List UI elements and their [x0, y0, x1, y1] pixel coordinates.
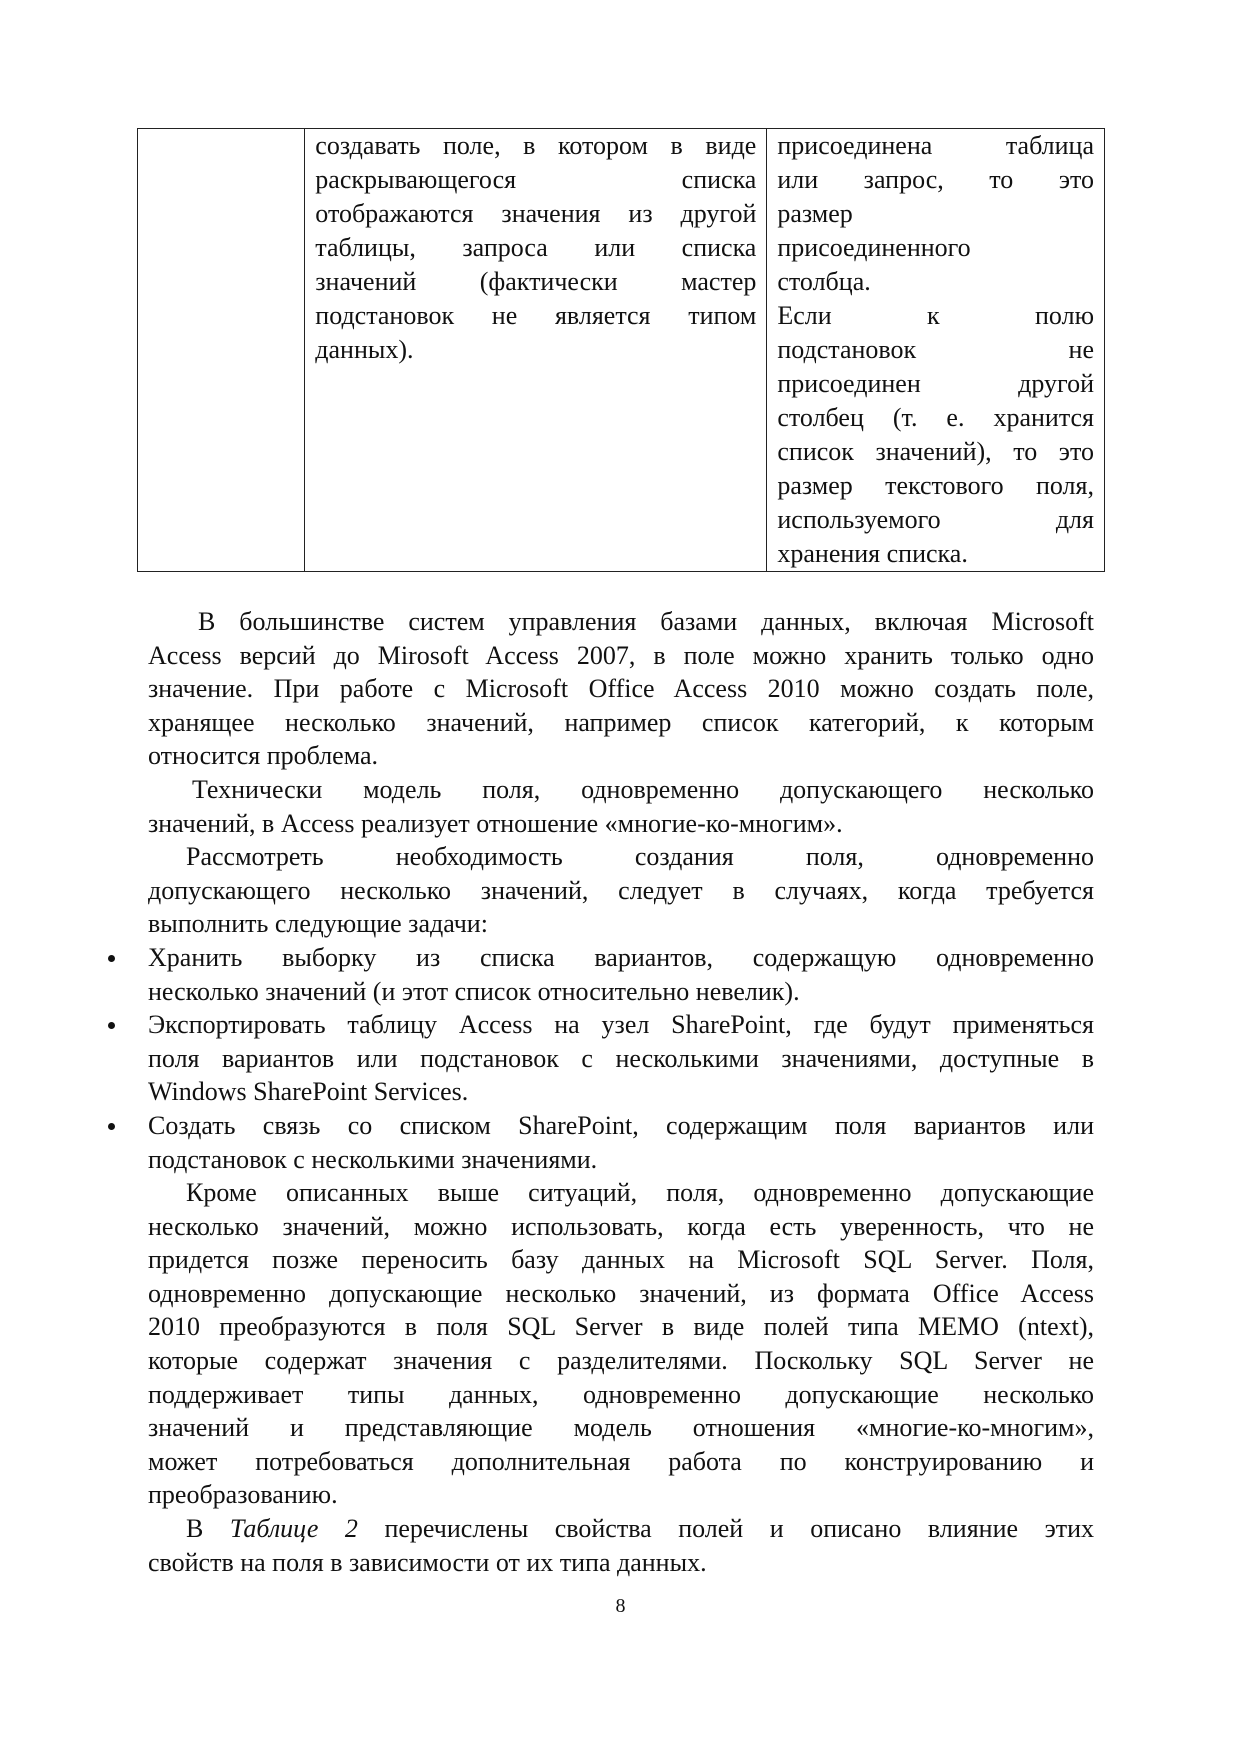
cell-line: присоединенного — [777, 233, 971, 262]
text-line: Кроме описанных выше ситуаций, поля, одновременно допускающие — [186, 1178, 1094, 1208]
cell-line: Если к полю — [777, 301, 1094, 330]
cell-line: столбец (т. е. хранится — [777, 403, 1094, 432]
cell-line: столбца. — [777, 267, 871, 296]
page-number: 8 — [615, 1595, 626, 1617]
bullet-icon — [108, 1022, 115, 1029]
text-fragment: В — [186, 1514, 230, 1544]
text-line: несколько значений (и этот список относительно невелик). — [148, 976, 800, 1006]
bullet-icon — [108, 1123, 115, 1130]
cell-line: раскрывающегося списка — [315, 165, 757, 194]
cell-line: данных). — [315, 335, 414, 364]
list-item — [148, 941, 1094, 1008]
cell-line: список значений), то это — [777, 437, 1094, 466]
text-line: Рассмотреть необходимость создания поля, одновременно — [186, 842, 1094, 872]
text-line — [148, 1512, 1094, 1546]
paragraph-multivalue-intro — [148, 605, 1094, 773]
cell-line: присоединен другой — [777, 369, 1094, 398]
text-line: В большинстве систем управления базами данных, включая Microsoft — [198, 607, 1094, 636]
text-line: значение. При работе с Microsoft Office Access 2010 можно создать поле, — [148, 674, 1094, 704]
text-line: 2010 преобразуются в поля SQL Server в виде полей типа MEMO (ntext), — [148, 1312, 1094, 1342]
text-fragment: перечислены свойства полей и описано влияние этих — [357, 1514, 1095, 1544]
cell-line: создавать поле, в котором в виде — [315, 131, 757, 160]
text-line: хранящее несколько значений, например список категорий, к которым — [148, 707, 1094, 737]
table-cell-type — [138, 129, 305, 572]
text-line: значений, в Access реализует отношение «многие-ко-многим». — [148, 808, 843, 838]
text-line: Экспортировать таблицу Access на узел SharePoint, где будут применяться — [148, 1010, 1094, 1040]
text-line: несколько значений, можно использовать, когда есть уверенность, что не — [148, 1211, 1094, 1241]
text-line: Технически модель поля, одновременно допускающего несколько — [192, 774, 1094, 804]
text-line: может потребоваться дополнительная работа по конструированию и — [148, 1446, 1094, 1476]
text-line: поля вариантов или подстановок с несколькими значениями, доступные в — [148, 1043, 1094, 1073]
paragraph-many-to-many — [148, 773, 1094, 840]
text-line: свойств на поля в зависимости от их типа данных. — [148, 1547, 707, 1577]
cell-line: используемого для — [777, 505, 1094, 534]
cell-line: подстановок не — [777, 335, 1094, 364]
cell-line: значений (фактически мастер — [315, 267, 757, 296]
text-line: преобразованию. — [148, 1480, 338, 1510]
text-line: относится проблема. — [148, 741, 379, 771]
field-types-table-fragment — [137, 128, 1105, 572]
list-item — [148, 1109, 1094, 1176]
text-line: Хранить выборку из списка вариантов, содержащую одновременно — [148, 942, 1094, 972]
paragraph-sql-server — [148, 1176, 1094, 1512]
text-line: Access версий до Mirosoft Access 2007, в поле можно хранить только одно — [148, 640, 1094, 670]
bullet-icon — [108, 955, 115, 962]
cell-line: размер текстового поля, — [777, 471, 1094, 500]
list-item — [148, 1008, 1094, 1109]
cell-line: присоединена таблица — [777, 131, 1094, 160]
text-line: Создать связь со списком SharePoint, содержащим поля вариантов или — [148, 1110, 1094, 1140]
cell-line: подстановок не является типом — [315, 301, 757, 330]
cell-line: хранения списка. — [777, 539, 968, 568]
task-bullet-list — [148, 941, 1094, 1176]
table-cell-size — [767, 129, 1105, 572]
text-line: подстановок с несколькими значениями. — [148, 1144, 598, 1174]
text-line: поддерживает типы данных, одновременно допускающие несколько — [148, 1379, 1094, 1409]
table-2-reference: Таблице 2 — [229, 1514, 358, 1544]
table-cell-description — [305, 129, 767, 572]
table-row — [138, 129, 1105, 572]
cell-line: отображаются значения из другой — [315, 199, 757, 228]
cell-line: или запрос, то это — [777, 165, 1094, 194]
text-line: допускающего несколько значений, следует в случаях, когда требуется — [148, 875, 1094, 905]
text-line: придется позже переносить базу данных на Microsoft SQL Server. Поля, — [148, 1245, 1094, 1275]
paragraph-when-to-use — [148, 840, 1094, 941]
cell-line: размер — [777, 199, 853, 228]
text-line: Windows SharePoint Services. — [148, 1077, 469, 1107]
body-text — [148, 605, 1094, 1579]
text-line: одновременно допускающие несколько значений, из формата Office Access — [148, 1278, 1094, 1308]
text-line: которые содержат значения с разделителями. Поскольку SQL Server не — [148, 1346, 1094, 1376]
text-line: выполнить следующие задачи: — [148, 909, 488, 939]
text-line: значений и представляющие модель отношения «многие-ко-многим», — [148, 1413, 1094, 1443]
paragraph-table-2-reference — [148, 1512, 1094, 1579]
cell-line: таблицы, запроса или списка — [315, 233, 757, 262]
